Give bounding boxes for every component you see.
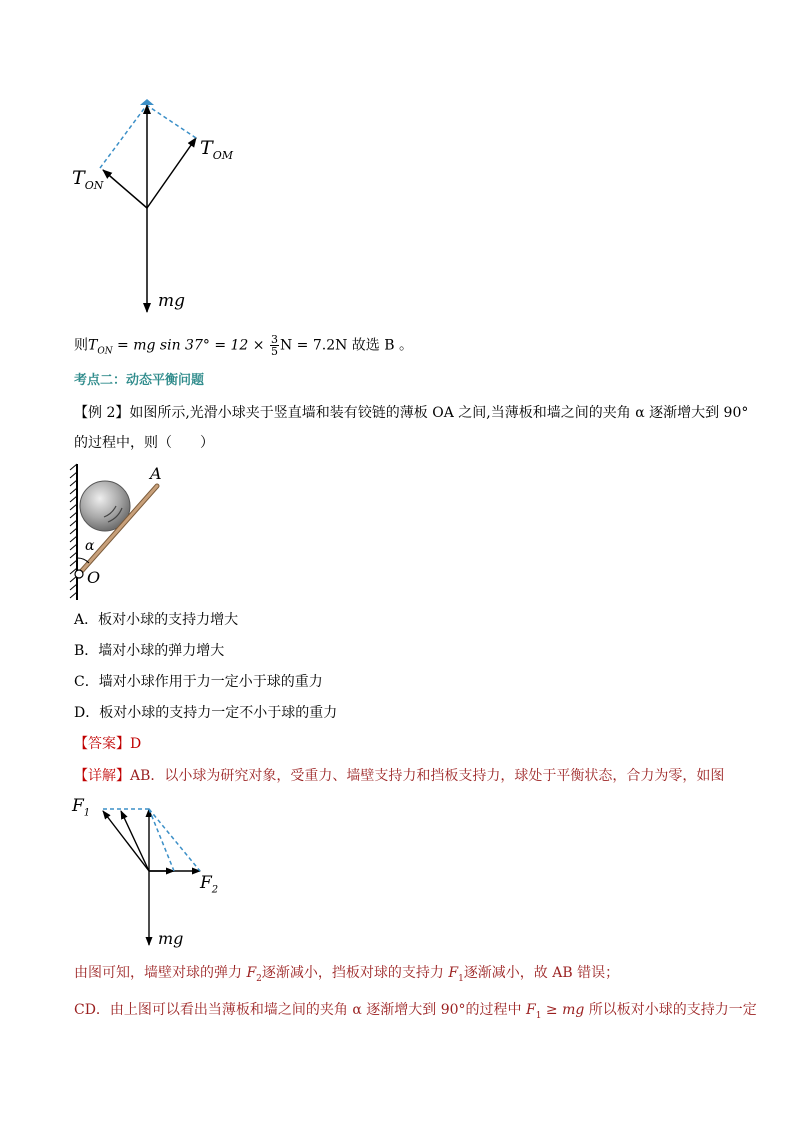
example-tag: 【例 2】 — [74, 405, 130, 421]
f2-label: $F_2$ — [200, 873, 219, 896]
answer-value: D — [130, 736, 142, 752]
t-on-label: $T_{ON}$ — [72, 167, 104, 192]
figure-force-diagram-2 — [70, 793, 220, 953]
figure-ball-wall-board — [68, 462, 178, 602]
result-line: 则$T_{ON}$ = mg sin 37° = 12 × $\frac{3}{5}$ N = 7.2N 故选 B 。 — [74, 333, 413, 358]
t-om-label: $T_{OM}$ — [200, 137, 233, 162]
conclusion-line-2: CD．由上图可以看出当薄板和墙之间的夹角 α 逐渐增大到 90°的过程中 $F_1$ ≥ mg 所以板对小球的支持力一定 — [74, 1002, 757, 1021]
wall-hatching — [70, 464, 77, 598]
hinge — [75, 570, 83, 578]
option-c: C．墙对小球作用于力一定小于球的重力 — [74, 674, 323, 690]
example-line-1: 【例 2】如图所示,光滑小球夹于竖直墙和装有铰链的薄板 OA 之间,当薄板和墙之间的夹角 α 逐渐增大到 90° — [74, 405, 749, 421]
figure-force-diagram-1 — [60, 95, 260, 325]
label-a: A — [150, 464, 162, 483]
option-d: D．板对小球的支持力一定不小于球的重力 — [74, 705, 338, 721]
conclusion-line-1: 由图可知，墙壁对球的弹力 $F_2$逐渐减小，挡板对球的支持力 $F_1$逐渐减小，故 AB 错误； — [74, 965, 620, 984]
f1-arrow-1 — [103, 811, 149, 871]
dashed-line-right — [148, 106, 196, 138]
answer-line — [74, 734, 141, 754]
f1-label: $F_1$ — [72, 796, 91, 819]
example-line-2: 的过程中，则（ ） — [74, 435, 214, 451]
detail-line: 【详解】AB．以小球为研究对象，受重力、墙壁支持力和挡板支持力，球处于平衡状态，合力为零，如图 — [74, 768, 725, 784]
dashed-2 — [149, 809, 174, 871]
detail-tag: 【详解】 — [74, 768, 130, 784]
dashed-line-left — [100, 106, 146, 168]
answer-tag: 【答案】 — [74, 736, 130, 752]
label-o: O — [87, 568, 101, 587]
mg-label: mg — [158, 291, 186, 311]
label-alpha: α — [85, 538, 95, 554]
mg-label-2: mg — [158, 929, 184, 948]
t-om-arrow — [147, 138, 196, 208]
option-b: B．墙对小球的弹力增大 — [74, 643, 225, 659]
section-heading: 考点二：动态平衡问题 — [74, 373, 205, 388]
option-a: A．板对小球的支持力增大 — [74, 612, 239, 628]
dashed-1 — [149, 809, 200, 871]
t-on-arrow — [103, 170, 147, 208]
